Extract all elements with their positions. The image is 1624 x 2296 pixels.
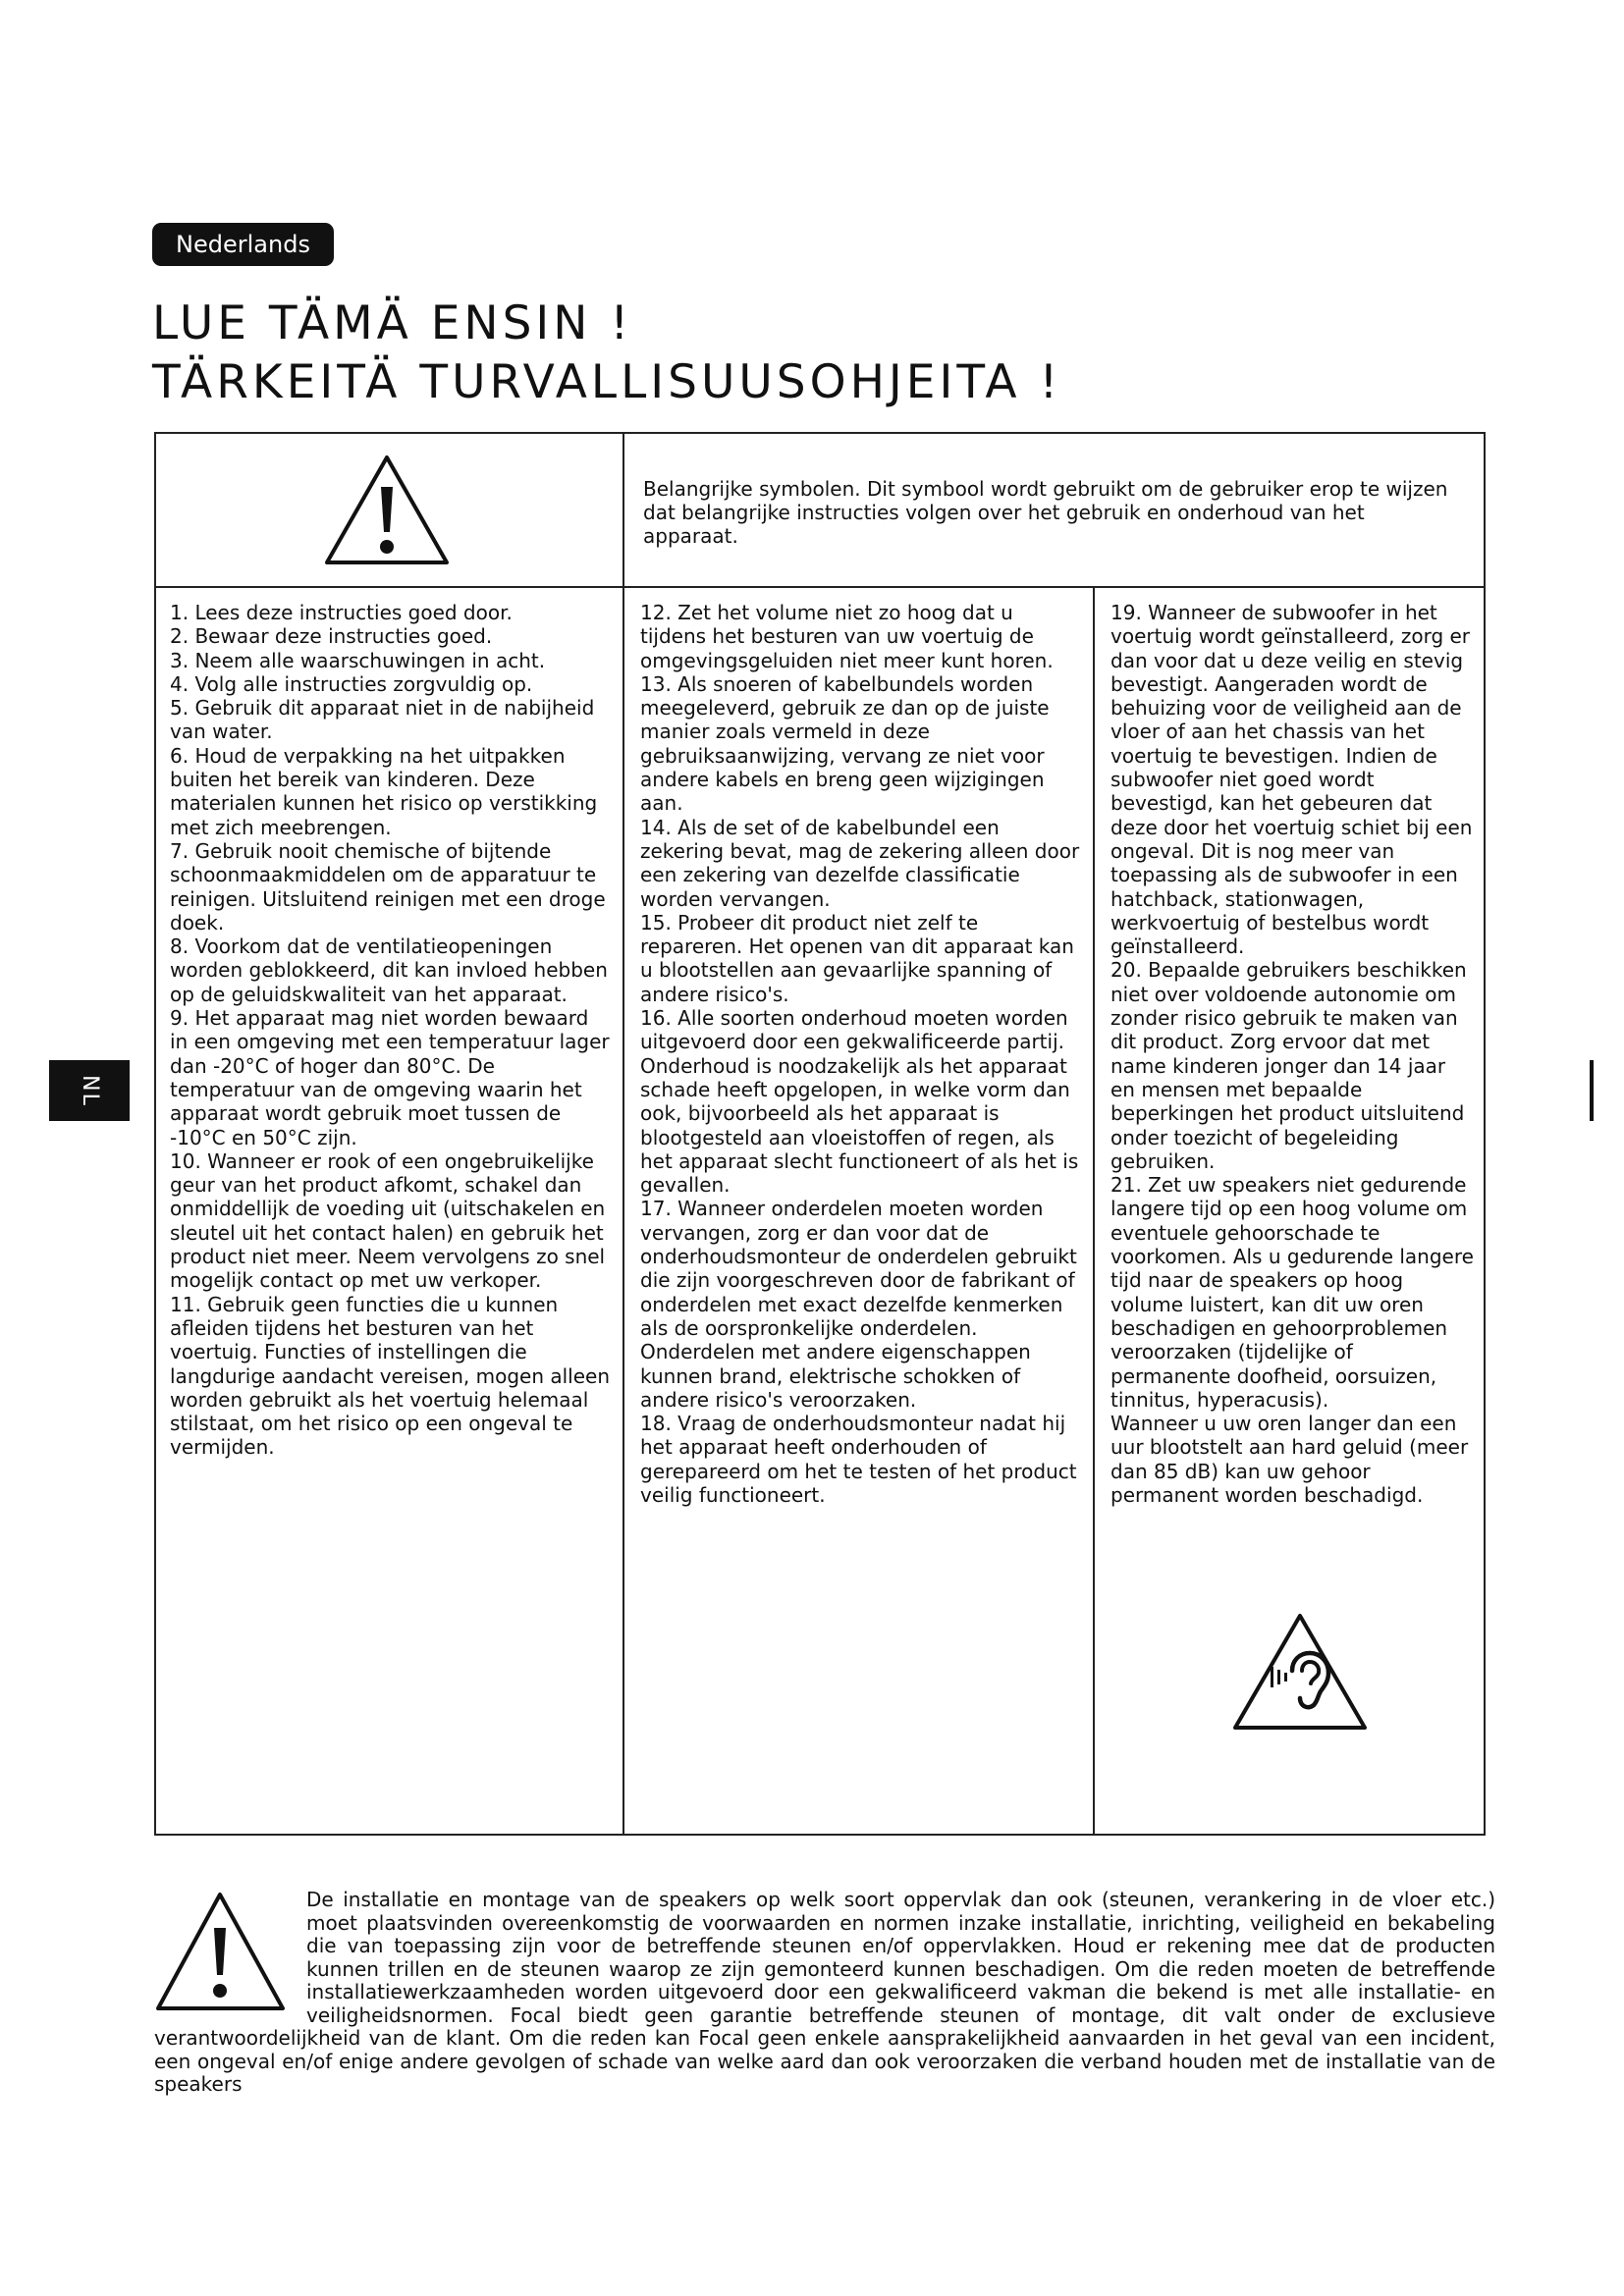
list-item: 16. Alle soorten onderhoud moeten worden uitgevoerd door een gekwalificeerde partij. Onderhoud is noodzakelijk als het apparaat schade heeft opgelopen, in welke vorm dan ook, bijvoorbeeld als het apparaat is blootgesteld aan vloeistoffen of regen, als het apparaat slecht functioneert of als het is gevallen. (640, 1006, 1079, 1198)
list-item: 6. Houd de verpakking na het uitpakken buiten het bereik van kinderen. Deze materialen kunnen het risico op verstikking met zich meebrengen. (170, 743, 598, 839)
list-item: 11. Gebruik geen functies die u kunnen afleiden tijdens het besturen van het voertuig. Functies of instellingen die langdurige aandacht vereisen, mogen alleen worden gebruikt als het voertuig helemaal stilstaat, om het risico op een ongeval te vermijden. (170, 1292, 611, 1460)
list-item: 12. Zet het volume niet zo hoog dat u tijdens het besturen van uw voertuig de omgevingsgeluiden niet meer kunt horen. (640, 601, 1054, 672)
list-item: 13. Als snoeren of kabelbundels worden meegeleverd, gebruik ze dan op de juiste manier zoals vermeld in deze gebruiksaanwijzing, vervang ze niet voor andere kabels en breng geen wijzigingen aan. (640, 671, 1050, 816)
instructions-column-2 (640, 601, 1082, 1507)
list-item: 21. Zet uw speakers niet gedurende langere tijd op een hoog volume om eventuele gehoorschade te voorkomen. Als u gedurende langere tijd naar de speakers op hoog volume luistert, kan dit uw oren beschadigen en gehoorproblemen veroorzaken (tijdelijke of permanente doofheid, oorsuizen, tinnitus, hyperacusis). (1110, 1173, 1474, 1412)
list-item: 15. Probeer dit product niet zelf te repareren. Het openen van dit apparaat kan u blootstellen aan gevaarlijke spanning of andere risico's. (640, 910, 1074, 1006)
list-item: 2. Bewaar deze instructies goed. (170, 624, 493, 649)
list-item: 1. Lees deze instructies goed door. (170, 601, 513, 624)
safety-instructions-table (154, 432, 1486, 1836)
list-item: 8. Voorkom dat de ventilatieopeningen worden geblokkeerd, dit kan invloed hebben op de geluidskwaliteit van het apparaat. (170, 934, 608, 1006)
title-line-2: TÄRKEITÄ TURVALLISUUSOHJEITA ! (152, 355, 1062, 409)
list-item: 9. Het apparaat mag niet worden bewaard in een omgeving met een temperatuur lager dan -20°C of hoger dan 80°C. De temperatuur van de omgeving waarin het apparaat wordt gebruik moet tussen de -10°C en 50°C zijn. (170, 1006, 610, 1149)
list-item: 20. Bepaalde gebruikers beschikken niet over voldoende autonomie om zonder risico gebruik te maken van dit product. Zorg ervoor dat met name kinderen jonger dan 14 jaar en mensen met bepaalde beperkingen het product uitsluitend onder toezicht of begeleiding gebruiken. (1110, 958, 1467, 1173)
list-item: Wanneer u uw oren langer dan een uur blootstelt aan hard geluid (meer dan 85 dB) kan uw gehoor permanent worden beschadigd. (1110, 1412, 1469, 1507)
page-title (152, 294, 1061, 412)
divider (156, 586, 1484, 588)
divider (1093, 586, 1095, 1834)
warning-triangle-icon (323, 454, 451, 566)
installation-notice (154, 1889, 1495, 2097)
list-item: 7. Gebruik nooit chemische of bijtende schoonmaakmiddelen om de apparatuur te reinigen. Uitsluitend reinigen met een droge doek. (170, 838, 606, 934)
list-item: 4. Volg alle instructies zorgvuldig op. (170, 671, 533, 696)
instructions-column-1 (170, 601, 612, 1460)
list-item: 14. Als de set of de kabelbundel een zekering bevat, mag de zekering alleen door een zekering van dezelfde classificatie worden vervangen. (640, 815, 1080, 911)
list-item: 18. Vraag de onderhoudsmonteur nadat hij het apparaat heeft onderhouden of gerepareerd om het te testen of het product veilig functioneert. (640, 1412, 1077, 1507)
list-item: 10. Wanneer er rook of een ongebruikelijke geur van het product afkomt, schakel dan onmiddellijk de voeding uit (uitschakelen en sleutel uit het contact halen) en gebruik het product niet meer. Neem vervolgens zo snel mogelijk contact op met uw verkoper. (170, 1148, 606, 1293)
list-item: 19. Wanneer de subwoofer in het voertuig wordt geïnstalleerd, zorg er dan voor dat u deze veilig en stevig bevestigt. Aangeraden wordt de behuizing voor de veiligheid aan de vloer of aan het chassis van het voertuig te bevestigen. Indien de subwoofer niet goed wordt bevestigd, kan het gebeuren dat deze door het voertuig schiet bij een ongeval. Dit is nog meer van toepassing als de subwoofer in een hatchback, stationwagen, werkvoertuig of bestelbus wordt geïnstalleerd. (1110, 601, 1473, 959)
page-edge-marker (1590, 1060, 1594, 1121)
warning-triangle-icon (154, 1891, 287, 2013)
list-item: 17. Wanneer onderdelen moeten worden vervangen, zorg er dan voor dat de onderhoudsmonteur de onderdelen gebruikt die zijn voorgeschreven door de fabrikant of onderdelen met exact dezelfde kenmerken als de oorspronkelijke onderdelen. Onderdelen met andere eigenschappen kunnen brand, elektrische schokken of andere risico's veroorzaken. (640, 1197, 1077, 1412)
language-side-tab (49, 1060, 130, 1121)
language-badge: Nederlands (152, 223, 334, 266)
symbol-explanation: Belangrijke symbolen. Dit symbool wordt gebruikt om de gebruiker erop te wijzen dat belangrijke instructies volgen over het gebruik en onderhoud van het apparaat. (643, 477, 1448, 548)
title-line-1: LUE TÄMÄ ENSIN ! (152, 296, 633, 350)
side-tab-label: NL (77, 1074, 102, 1107)
divider (623, 434, 624, 1834)
list-item: 3. Neem alle waarschuwingen in acht. (170, 648, 546, 672)
list-item: 5. Gebruik dit apparaat niet in de nabijheid van water. (170, 696, 595, 744)
instructions-column-3 (1110, 601, 1476, 1507)
hearing-warning-icon (1231, 1612, 1369, 1732)
installation-notice-text: De installatie en montage van de speakers op welk soort oppervlak dan ook (steunen, verankering in de vloer etc.) moet plaatsvinden overeenkomstig de voorwaarden en normen inzake installatie, inrichting, veiligheid en bekabeling die van toepassing zijn voor de betreffende steunen en/of oppervlakken. Houd er rekening mee dat de producten kunnen trillen en de steunen waarop ze zijn gemonteerd kunnen beschadigen. Om die reden moeten de betreffende installatiewerkzaamheden worden uitgevoerd door een gekwalificeerd vakman die bekend is met alle installatie- en veiligheidsnormen. Focal biedt geen garantie betreffende steunen of montage, dit valt onder de exclusieve verantwoordelijkheid van de klant. Om die reden kan Focal geen enkele aansprakelijkheid aanvaarden in het geval van een incident, een ongeval en/of enige andere gevolgen of schade van welke aard dan ook veroorzaken die verband houden met de installatie van de speakers (154, 1888, 1495, 2096)
